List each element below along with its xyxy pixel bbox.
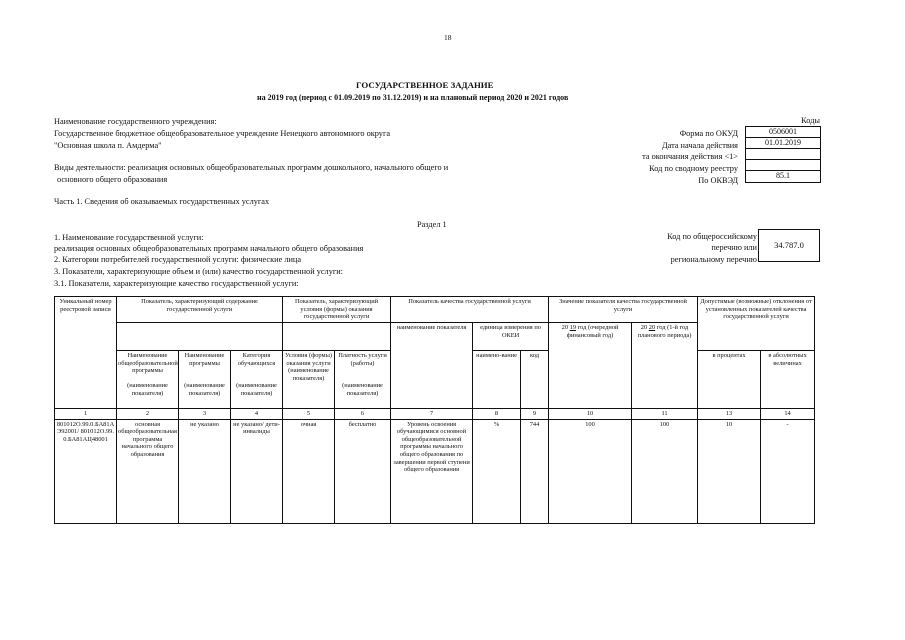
activity-line1: Виды деятельности: реализация основных общеобразовательных программ дошкольного, начального общего и [54,163,449,172]
indicators-line: 3. Показатели, характеризующие объем и (или) качество государственной услуги: [54,267,343,276]
cell-programs: не указано [179,419,231,523]
col-number: 13 [698,409,761,420]
th-absolute: в абсолютных величинах [761,351,815,409]
cell-indicator: Уровень освоения обучающимися основной общеобразовательной программы начального общего образования по завершении первой ступени общего образования [391,419,473,523]
table-row [55,419,815,523]
cell-absolute: - [761,419,815,523]
document-title: ГОСУДАРСТВЕННОЕ ЗАДАНИЕ [356,80,494,90]
cell-category: не указано/ дети-инвалиды [231,419,283,523]
list-code-label-1: Код по общероссийскому [667,232,757,241]
col-number: 9 [521,409,549,420]
cell-form: очная [283,419,335,523]
th-content: Показатель, характеризующий содержание государственной услуги [117,297,283,323]
service-name-value: реализация основных общеобразовательных программ начального общего образования [54,244,364,253]
th-form: Условия (формы) оказания услуги (наименование показателя) [283,351,335,409]
th-unique-number: Уникальный номер реестровой записи [55,297,117,409]
list-code-label-3: региональному перечню [670,255,757,264]
col-number: 14 [761,409,815,420]
list-code-value: 34.787.0 [758,229,820,262]
col-number: 6 [335,409,391,420]
col-number: 5 [283,409,335,420]
th-conditions: Показатель, характеризующий условия (формы) оказания государственной услуги [283,297,391,323]
th-quality: Показатель качества государственной услуги [391,297,549,323]
th-category: Категория обучающихся (наименование показателя) [231,351,283,409]
cell-unit-code: 744 [521,419,549,523]
institution-name-line2: "Основная школа п. Амдерма" [54,141,162,150]
quality-indicators-table [54,296,815,524]
col-number: 11 [632,409,698,420]
okud-label: Форма по ОКУД [679,129,738,138]
col-number: 3 [179,409,231,420]
cell-unit-name: % [473,419,521,523]
th-program-name: Наименование общеобразовательной программы (наименование показателя) [117,351,179,409]
col-number: 1 [55,409,117,420]
codes-header: Коды [801,116,820,125]
cell-value-2020: 100 [632,419,698,523]
list-code-label-2: перечню или [711,243,757,252]
page-number: 18 [444,33,452,42]
start-date-value: 01.01.2019 [745,137,821,149]
okved-value: 85.1 [745,170,821,183]
col-number: 4 [231,409,283,420]
th-unit-name: наимено-вание [473,351,521,409]
th-values: Значение показателя качества государственной услуги [549,297,698,323]
registry-label: Код по сводному реестру [649,164,738,173]
okved-label: По ОКВЭД [698,176,738,185]
cell-percent: 10 [698,419,761,523]
col-number: 10 [549,409,632,420]
col-number: 8 [473,409,521,420]
th-programs: Наименование программы (наименование показателя) [179,351,231,409]
section-title: Раздел 1 [417,220,447,229]
okud-code: 0506001 [745,126,821,138]
cell-value-2019: 100 [549,419,632,523]
start-date-label: Дата начала действия [661,141,738,150]
institution-label: Наименование государственного учреждения: [54,117,217,126]
th-pay: Платность услуги (работы) (наименование показателя) [335,351,391,409]
cell-unique-number: 801012О.99.0.БА81АЭ92001/ 801012О.99.0.БА81АЦ48001 [55,419,117,523]
service-name-label: 1. Наименование государственной услуги: [54,233,204,242]
cell-program: основная общеобразовательная программа начального общего образования [117,419,179,523]
quality-indicators-line: 3.1. Показатели, характеризующие качество государственной услуги: [54,279,299,288]
cell-pay: бесплатно [335,419,391,523]
activity-line2: основного общего образования [57,175,168,184]
col-number: 7 [391,409,473,420]
th-year-2019: 20 19 год (очередной финансовый год) [549,323,632,409]
end-date-label: та окончания действия <1> [642,152,738,161]
institution-name-line1: Государственное бюджетное общеобразовательное учреждение Ненецкого автономного округа [54,129,391,138]
consumers-line: 2. Категории потребителей государственной услуги: физические лица [54,255,302,264]
th-deviation: Допустимые (возможные) отклонения от установленных показателей качества государственной услуги [698,297,815,351]
th-percent: в процентах [698,351,761,409]
th-unit-code: код [521,351,549,409]
th-year-2020: 20 20 год (1-й год планового периода) [632,323,698,409]
document-subtitle: на 2019 год (период с 01.09.2019 по 31.12.2019) и на плановый период 2020 и 2021 годов [257,93,569,102]
th-indicator-name: наименование показателя [391,323,473,409]
part1-heading: Часть 1. Сведения об оказываемых государственных услугах [54,197,270,206]
col-number: 2 [117,409,179,420]
th-unit: единица измерения по ОКЕИ [473,323,549,351]
